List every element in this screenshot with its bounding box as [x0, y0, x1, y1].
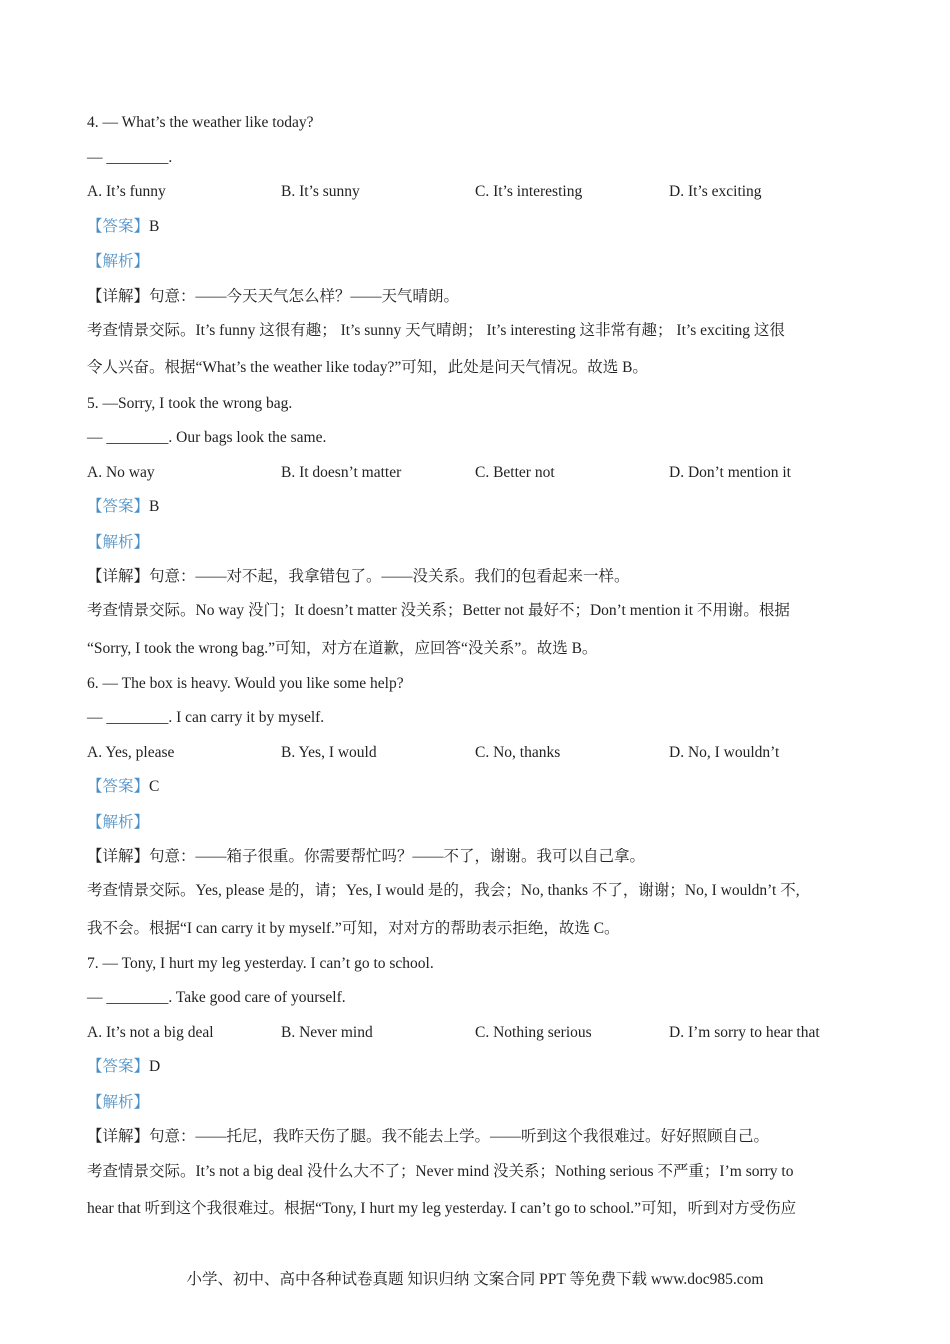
option-d: D. Don’t mention it [669, 464, 791, 481]
detail-line [87, 567, 630, 587]
answer-value: B [149, 218, 160, 235]
option-a: A. No way [87, 464, 155, 481]
detail-text: 句意：——箱子很重。你需要帮忙吗？——不了，谢谢。我可以自己拿。 [149, 848, 646, 865]
detail-text: 句意：——今天天气怎么样？——天气晴朗。 [149, 288, 460, 305]
option-b: B. It doesn’t matter [281, 464, 402, 481]
answer-label: 【答案】 [87, 1058, 150, 1075]
analysis-label: 【解析】 [87, 253, 150, 270]
detail-label: 【详解】 [87, 1128, 150, 1145]
option-a: A. It’s funny [87, 183, 166, 200]
analysis-label: 【解析】 [87, 534, 150, 551]
options-row [87, 1023, 867, 1043]
detail-text: 句意：——托尼，我昨天伤了腿。我不能去上学。——听到这个我很难过。好好照顾自己。 [149, 1128, 770, 1145]
explanation-line-2: 令人兴奋。根据“What’s the weather like today?”可知，此处是问天气情况。故选 B。 [87, 359, 648, 376]
detail-line [87, 847, 645, 867]
question-blank: — ________. Our bags look the same. [87, 429, 327, 446]
option-b: B. Never mind [281, 1024, 373, 1041]
explanation-line-2: hear that 听到这个我很难过。根据“Tony, I hurt my leg yesterday. I can’t go to school.”可知，听到对方受伤应 [87, 1200, 797, 1217]
detail-line [87, 1127, 769, 1147]
analysis-label: 【解析】 [87, 1094, 150, 1111]
answer-label: 【答案】 [87, 778, 150, 795]
answer-value: C [149, 778, 160, 795]
options-row [87, 182, 867, 202]
option-d: D. It’s exciting [669, 183, 762, 200]
option-c: C. It’s interesting [475, 183, 583, 200]
detail-text: 句意：——对不起，我拿错包了。——没关系。我们的包看起来一样。 [149, 568, 630, 585]
option-d: D. I’m sorry to hear that [669, 1024, 820, 1041]
option-b: B. Yes, I would [281, 744, 377, 761]
detail-line [87, 287, 459, 307]
options-row [87, 463, 867, 483]
answer-label: 【答案】 [87, 498, 150, 515]
detail-label: 【详解】 [87, 848, 150, 865]
explanation-line-2: “Sorry, I took the wrong bag.”可知，对方在道歉，应回答“没关系”。故选 B。 [87, 640, 598, 657]
option-a: A. It’s not a big deal [87, 1024, 214, 1041]
explanation-line-1: 考查情景交际。Yes, please 是的，请；Yes, I would 是的，我会；No, thanks 不了，谢谢；No, I wouldn’t 不, [87, 882, 800, 899]
option-c: C. No, thanks [475, 744, 561, 761]
option-c: C. Better not [475, 464, 555, 481]
answer-line [87, 777, 159, 797]
answer-line [87, 1057, 160, 1077]
options-row [87, 743, 867, 763]
question-text: 5. —Sorry, I took the wrong bag. [87, 395, 293, 412]
answer-label: 【答案】 [87, 218, 150, 235]
question-blank: — ________. I can carry it by myself. [87, 709, 325, 726]
option-d: D. No, I wouldn’t [669, 744, 780, 761]
analysis-label: 【解析】 [87, 814, 150, 831]
question-blank: — ________. [87, 149, 173, 166]
explanation-line-2: 我不会。根据“I can carry it by myself.”可知，对对方的帮助表示拒绝，故选 C。 [87, 920, 620, 937]
option-a: A. Yes, please [87, 744, 175, 761]
answer-value: B [149, 498, 160, 515]
answer-line [87, 497, 159, 517]
option-b: B. It’s sunny [281, 183, 360, 200]
question-text: 6. — The box is heavy. Would you like some help? [87, 675, 404, 692]
explanation-line-1: 考查情景交际。It’s funny 这很有趣； It’s sunny 天气晴朗； It’s interesting 这非常有趣； It’s exciting 这很 [87, 322, 785, 339]
explanation-line-1: 考查情景交际。It’s not a big deal 没什么大不了；Never mind 没关系；Nothing serious 不严重；I’m sorry to [87, 1163, 794, 1180]
question-blank: — ________. Take good care of yourself. [87, 989, 346, 1006]
question-text: 4. — What’s the weather like today? [87, 114, 314, 131]
question-text: 7. — Tony, I hurt my leg yesterday. I can’t go to school. [87, 955, 434, 972]
option-c: C. Nothing serious [475, 1024, 592, 1041]
answer-line [87, 217, 159, 237]
detail-label: 【详解】 [87, 568, 150, 585]
page-footer: 小学、初中、高中各种试卷真题 知识归纳 文案合同 PPT 等免费下载 www.doc985.com [186, 1271, 764, 1288]
answer-value: D [149, 1058, 161, 1075]
explanation-line-1: 考查情景交际。No way 没门；It doesn’t matter 没关系；Better not 最好不；Don’t mention it 不用谢。根据 [87, 602, 790, 619]
detail-label: 【详解】 [87, 288, 150, 305]
